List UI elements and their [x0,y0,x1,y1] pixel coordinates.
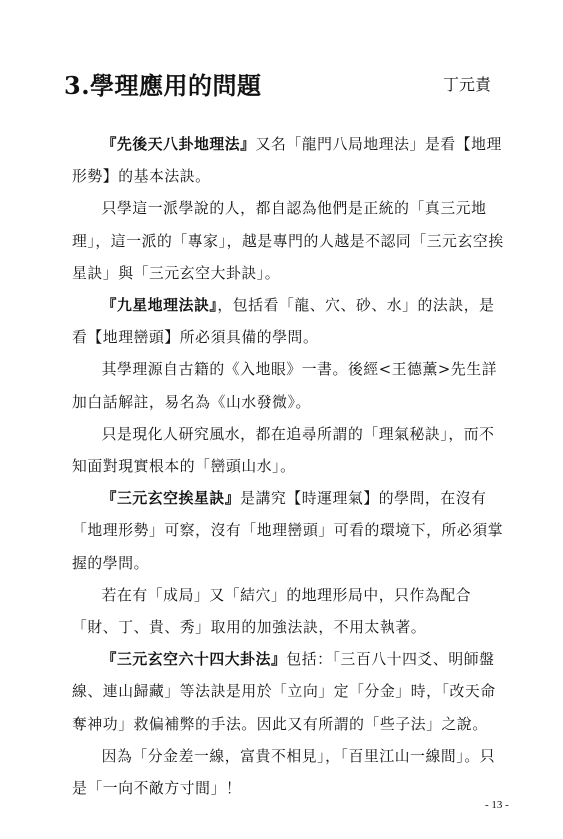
paragraph-8 [72,644,504,741]
term-xuankong-aixing: 『三元玄空挨星訣』 [101,490,241,508]
paragraph-1 [72,129,504,193]
paragraph-2 [72,193,504,290]
page-number: - 13 - [485,799,509,811]
paragraph-text: 只是現化人研究風水，都在追尋所謂的「理氣秘訣」，而不知面對現實根本的「巒頭山水」。 [72,425,495,476]
chapter-title: 3.學理應用的問題 [64,71,262,100]
paragraph-7 [72,580,504,644]
term-liushisi-dagua: 『三元玄空六十四大卦法』 [101,651,287,669]
paragraph-text: 是講究【時運理氣】的學問，在沒有「地理形勢」可察，沒有「地理巒頭」可看的環境下，所必須掌握的學問。 [72,490,504,572]
paragraph-text: 因為「分金差一線，富貴不相見」，「百里江山一線間」。只是「一向不敵方寸間」！ [72,747,496,798]
paragraph-5 [72,419,504,483]
paragraph-text: ，包括看「龍、穴、砂、水」的法訣，是看【地理巒頭】所必須具備的學問。 [72,297,495,347]
paragraph-4 [72,354,504,418]
paragraph-9 [72,741,504,805]
paragraph-6 [72,483,504,580]
term-jiuxing-dili: 『九星地理法訣』 [101,297,218,315]
term-xiantian-bagua: 『先後天八卦地理法』 [101,136,256,153]
paragraph-text: 其學理源自古籍的《入地眼》一書。後經<王德薰>先生詳加白話解註，易名為《山水發微》。 [72,361,498,411]
paragraph-text: 又名「龍門八局地理法」是看【地理形勢】的基本法訣。 [72,136,502,186]
article-body [72,129,504,805]
paragraph-text: 若在有「成局」又「結穴」的地理形局中，只作為配合「財、丁、貴、秀」取用的加強法訣，不用太執著。 [72,586,472,637]
paragraph-text: 只學這一派學說的人，都自認為他們是正統的「真三元地理」，這一派的「專家」，越是專門的人越是不認同「三元玄空挨星訣」與「三元玄空大卦訣」。 [72,200,504,282]
paragraph-text: 包括：「三百八十四爻、明師盤線、連山歸藏」等法訣是用於「立向」定「分金」時，「改天命奪神功」救偏補弊的手法。因此又有所謂的「些子法」之說。 [72,651,496,733]
paragraph-3 [72,290,504,354]
author-name: 丁元責 [443,75,492,94]
